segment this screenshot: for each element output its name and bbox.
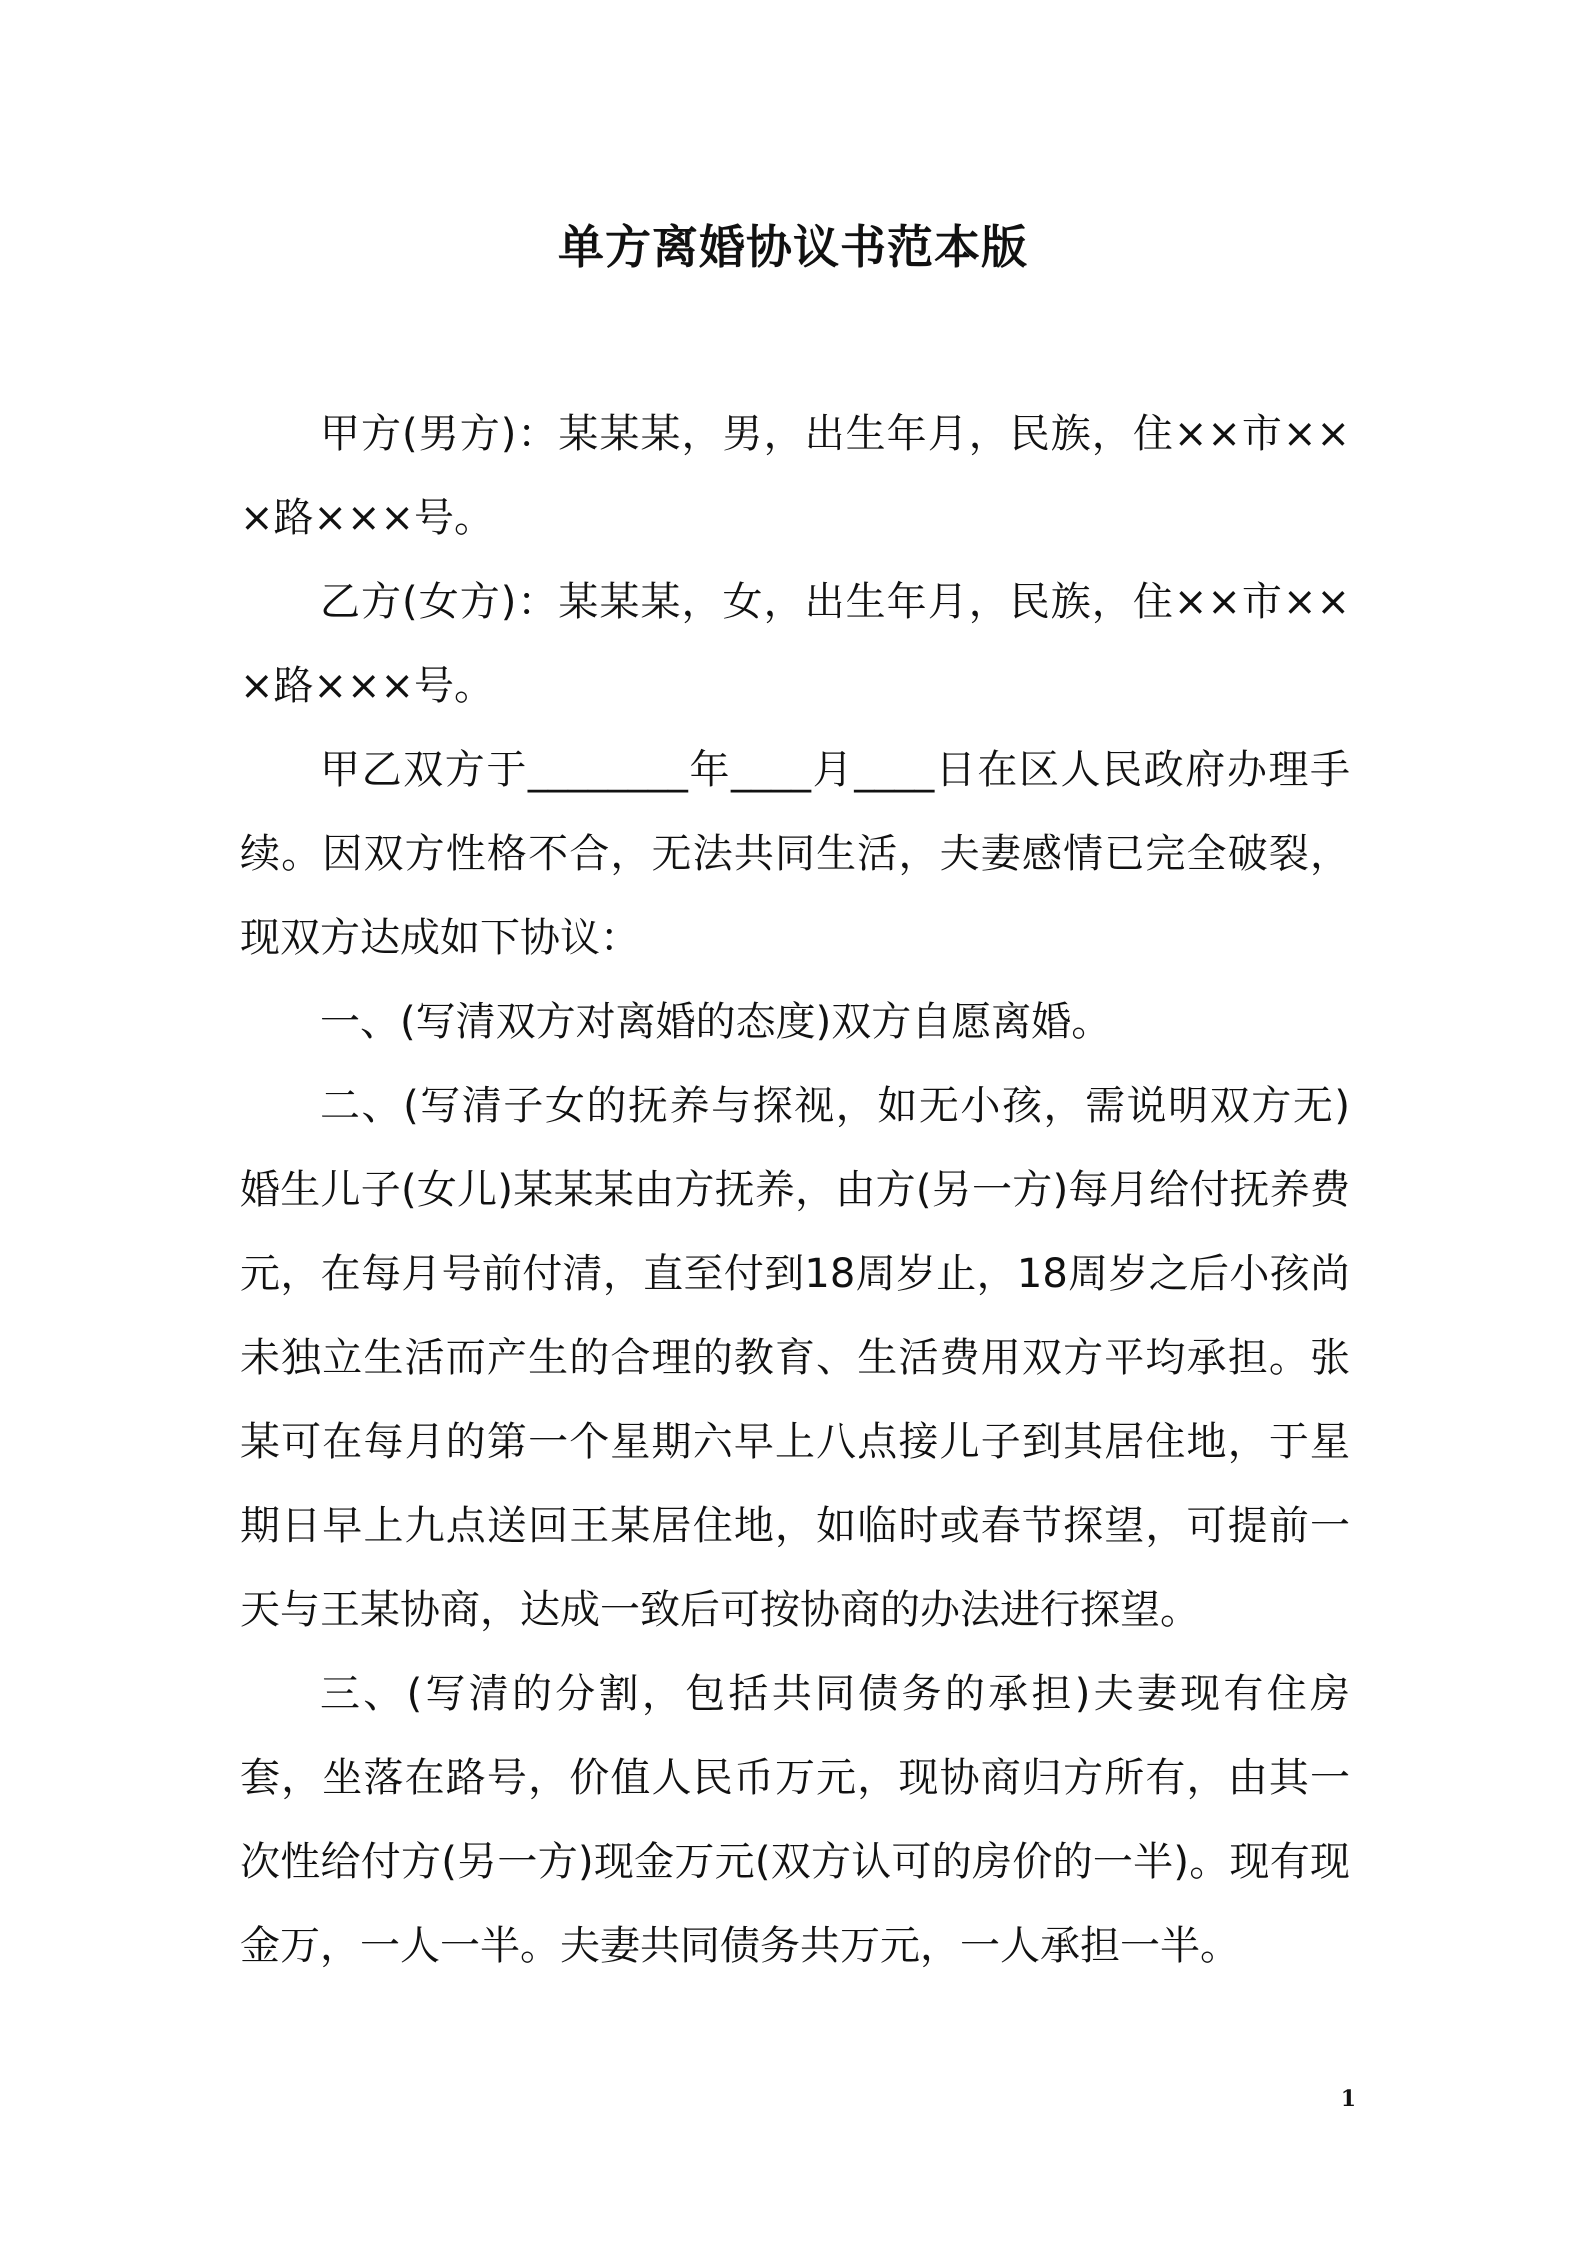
page-number: 1	[1340, 2086, 1356, 2112]
agreement-intro-paragraph: 甲乙双方于________年____月____日在区人民政府办理手续。因双方性格不合，无法共同生活，夫妻感情已完全破裂，现双方达成如下协议：	[240, 747, 1350, 961]
document-body	[240, 392, 1350, 1988]
clause-two-paragraph: 二、(写清子女的抚养与探视，如无小孩，需说明双方无)婚生儿子(女儿)某某某由方抚养，由方(另一方)每月给付抚养费元，在每月号前付清，直至付到18周岁止，18周岁之后小孩尚未独立生活而产生的合理的教育、生活费用双方平均承担。张某可在每月的第一个星期六早上八点接儿子到其居住地，于星期日早上九点送回王某居住地，如临时或春节探望，可提前一天与王某协商，达成一致后可按协商的办法进行探望。	[240, 1083, 1350, 1633]
party-a-paragraph: 甲方(男方)：某某某，男，出生年月，民族，住××市×××路×××号。	[240, 411, 1350, 541]
party-b-paragraph: 乙方(女方)：某某某，女，出生年月，民族，住××市×××路×××号。	[240, 579, 1350, 709]
document-title: 单方离婚协议书范本版	[558, 220, 1028, 274]
clause-three-paragraph: 三、(写清的分割，包括共同债务的承担)夫妻现有住房套，坐落在路号，价值人民币万元，现协商归方所有，由其一次性给付方(另一方)现金万元(双方认可的房价的一半)。现有现金万，一人一半。夫妻共同债务共万元，一人承担一半。	[240, 1671, 1350, 1969]
clause-one-paragraph: 一、(写清双方对离婚的态度)双方自愿离婚。	[320, 999, 1112, 1045]
